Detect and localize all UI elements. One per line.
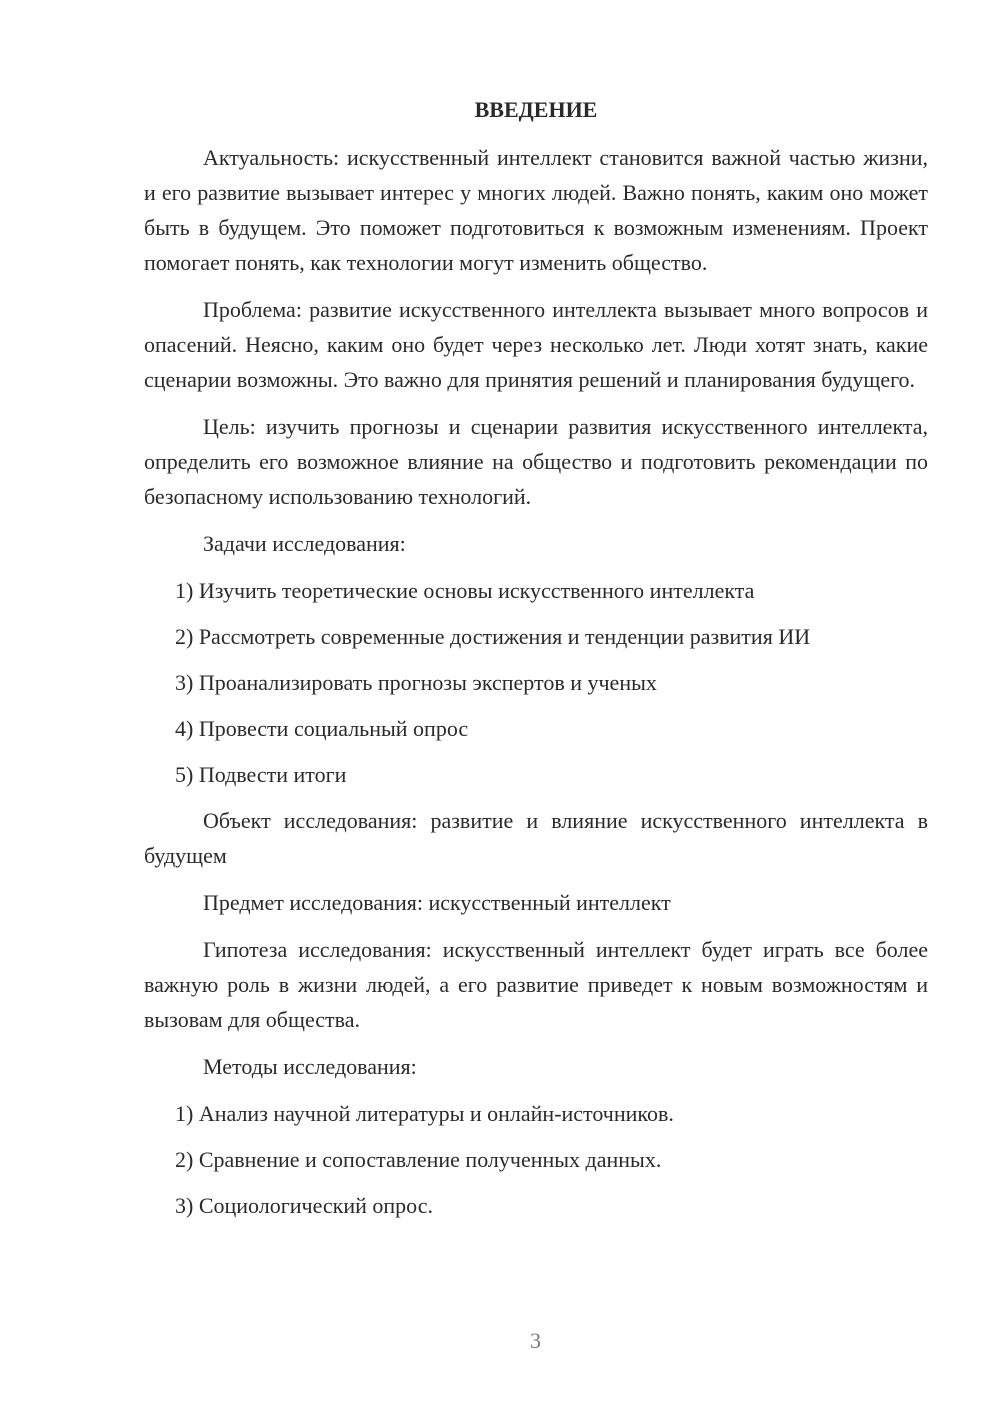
tasks-list-item: 4) Провести социальный опрос <box>175 716 469 741</box>
page-title: ВВЕДЕНИЕ <box>474 97 598 122</box>
methods-list-item: 1) Анализ научной литературы и онлайн-источников. <box>175 1101 674 1126</box>
relevance-paragraph: Актуальность: искусственный интеллект становится важной частью жизни, и его развитие вызывает интерес у многих людей. Важно понять, каким оно может быть в будущем. Это поможет подготовиться к возможным изменениям. Проект помогает понять, как технологии могут изменить общество. <box>144 145 928 275</box>
tasks-list <box>144 573 928 792</box>
problem-paragraph: Проблема: развитие искусственного интеллекта вызывает много вопросов и опасений. Неясно, каким оно будет через несколько лет. Люди хотят знать, какие сценарии возможны. Это важно для принятия решений и планирования будущего. <box>144 297 928 392</box>
research-object-paragraph: Объект исследования: развитие и влияние искусственного интеллекта в будущем <box>144 808 928 868</box>
hypothesis-paragraph: Гипотеза исследования: искусственный интеллект будет играть все более важную роль в жизни людей, а его развитие приведет к новым возможностям и вызовам для общества. <box>144 937 928 1032</box>
tasks-label: Задачи исследования: <box>203 531 406 556</box>
goal-paragraph: Цель: изучить прогнозы и сценарии развития искусственного интеллекта, определить его возможное влияние на общество и подготовить рекомендации по безопасному использованию технологий. <box>144 414 928 509</box>
tasks-list-item: 2) Рассмотреть современные достижения и тенденции развития ИИ <box>175 624 811 649</box>
tasks-list-item: 3) Проанализировать прогнозы экспертов и ученых <box>175 670 657 695</box>
research-subject-paragraph: Предмет исследования: искусственный интеллект <box>203 890 671 915</box>
methods-list-item: 2) Сравнение и сопоставление полученных данных. <box>175 1147 662 1172</box>
methods-label: Методы исследования: <box>203 1054 417 1079</box>
methods-list-item: 3) Социологический опрос. <box>175 1193 433 1218</box>
tasks-list-item: 1) Изучить теоретические основы искусственного интеллекта <box>175 578 755 603</box>
page-content <box>144 92 928 1234</box>
page-number: 3 <box>530 1328 541 1353</box>
methods-list <box>144 1096 928 1223</box>
tasks-list-item: 5) Подвести итоги <box>175 762 347 787</box>
